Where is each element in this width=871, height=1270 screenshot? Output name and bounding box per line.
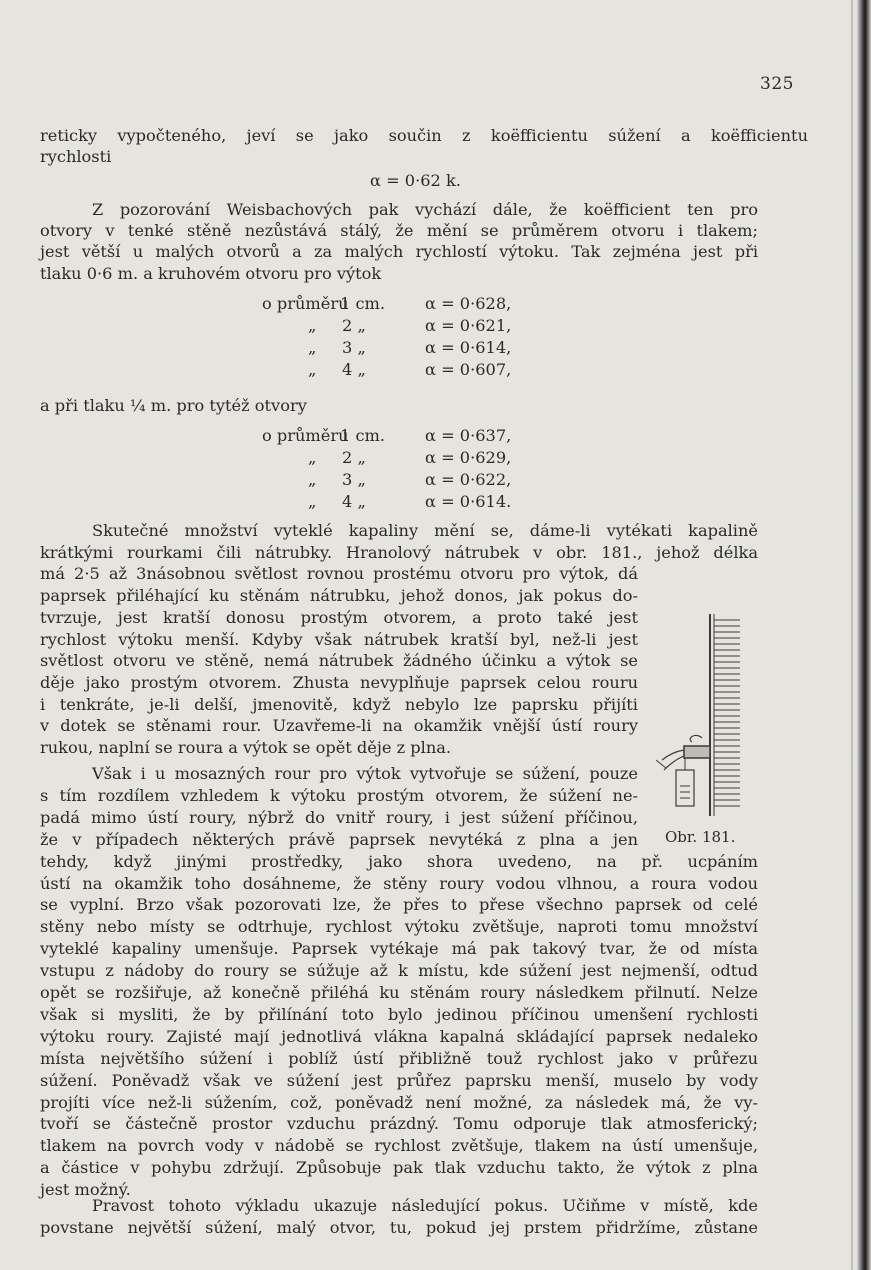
- table-diameter: 4 „: [342, 492, 366, 511]
- text-line: v dotek se stěnami rour. Uzavřeme-li na okamžik vnější ústí roury: [40, 716, 638, 736]
- text-line: má 2·5 až 3násobnou světlost rovnou prostému otvoru pro výtok, dá: [40, 564, 638, 584]
- text-line: ústí na okamžik toho dosáhneme, že stěny roury vodou vlhnou, a roura vodou: [40, 873, 758, 893]
- text-line: i tenkráte, je-li delší, jmenovitě, když nebylo lze paprsku přijíti: [40, 694, 638, 714]
- table-alpha: α = 0·614.: [425, 492, 512, 511]
- text-line: jest možný.: [40, 1180, 131, 1200]
- table-label: „: [308, 492, 317, 511]
- figure-181-nozzle-illustration: [656, 610, 742, 820]
- text-line: α = 0·62 k.: [370, 171, 461, 190]
- figure-caption: Obr. 181.: [665, 828, 736, 846]
- table-diameter: 1 cm.: [340, 426, 386, 445]
- text-line: krátkými rourkami čili nátrubky. Hranolový nátrubek v obr. 181., jehož délka: [40, 542, 758, 562]
- table-alpha: α = 0·607,: [425, 360, 512, 379]
- text-line: tlaku 0·6 m. a kruhovém otvoru pro výtok: [40, 264, 382, 283]
- table-label: „: [308, 470, 317, 489]
- table-diameter: 3 „: [342, 470, 366, 489]
- page-edge-line: [851, 0, 853, 1270]
- text-line: paprsek přiléhající ku stěnám nátrubku, jehož donos, jak pokus do-: [40, 586, 638, 606]
- table-label: „: [308, 448, 317, 467]
- text-line: jest větší u malých otvorů a za malých rychlostí výtoku. Tak zejména jest při: [40, 242, 758, 261]
- text-line: tvoří se částečně prostor vzduchu prázdný. Tomu odporuje tlak atmosferický;: [40, 1114, 758, 1134]
- text-line: otvory v tenké stěně nezůstává stálý, že mění se průměrem otvoru i tlakem;: [40, 221, 758, 240]
- text-line: tehdy, když jinými prostředky, jako shora uvedeno, na př. ucpáním: [40, 851, 758, 871]
- text-line: a částice v pohybu zdržují. Způsobuje pak tlak vzduchu takto, že výtok z plna: [40, 1158, 758, 1178]
- text-line: děje jako prostým otvorem. Zhusta nevyplňuje paprsek celou rouru: [40, 672, 638, 692]
- table-diameter: 1 cm.: [340, 294, 386, 313]
- table-diameter: 2 „: [342, 316, 366, 335]
- text-line: Však i u mosazných rour pro výtok vytvořuje se súžení, pouze: [92, 764, 638, 783]
- text-line: s tím rozdílem vzhledem k výtoku prostým otvorem, že súžení ne-: [40, 785, 638, 805]
- table-label: „: [308, 360, 317, 379]
- table-diameter: 3 „: [342, 338, 366, 357]
- text-line: vyteklé kapaliny umenšuje. Paprsek vytékaje má pak takový tvar, že od místa: [40, 939, 758, 959]
- table-diameter: 4 „: [342, 360, 366, 379]
- text-line: výtoku roury. Zajisté mají jednotlivá vlákna kapalná skládající paprsek nedaleko: [40, 1026, 758, 1046]
- text-line: tlakem na povrch vody v nádobě se rychlost zvětšuje, tlakem na ústí umenšuje,: [40, 1136, 758, 1156]
- text-line: opět se rozšiřuje, až konečně přiléhá ku stěnám roury následkem přilnutí. Nelze: [40, 983, 758, 1002]
- table-label: „: [308, 316, 317, 335]
- text-line: že v případech některých právě paprsek nevytéká z plna a jen: [40, 829, 638, 849]
- book-spine-shadow: [857, 0, 871, 1270]
- text-line: však si mysliti, že by přilínání toto bylo jedinou příčinou umenšení rychlosti: [40, 1004, 758, 1024]
- text-line: povstane největší súžení, malý otvor, tu, pokud jej prstem přidržíme, zůstane: [40, 1218, 758, 1237]
- text-line: světlost otvoru ve stěně, nemá nátrubek žádného účinku a výtok se: [40, 651, 638, 671]
- table-alpha: α = 0·629,: [425, 448, 512, 467]
- text-line: tvrzuje, jest kratší donosu prostým otvorem, a proto také jest: [40, 607, 638, 627]
- text-line: rukou, naplní se roura a výtok se opět děje z plna.: [40, 738, 452, 757]
- table-alpha: α = 0·621,: [425, 316, 512, 335]
- text-line: stěny nebo místy se odtrhuje, rychlost výtoku zvětšuje, naproti tomu množství: [40, 917, 758, 937]
- text-line: a při tlaku ¼ m. pro tytéž otvory: [40, 396, 307, 415]
- table-diameter: 2 „: [342, 448, 366, 467]
- text-line: rychlost výtoku menší. Kdyby však nátrubek kratší byl, než-li jest: [40, 629, 638, 649]
- text-line: se vyplní. Brzo však pozorovati lze, že přes to přese všechno paprsek od celé: [40, 895, 758, 915]
- table-alpha: α = 0·622,: [425, 470, 512, 489]
- table-label: „: [308, 338, 317, 357]
- table-alpha: α = 0·614,: [425, 338, 512, 357]
- text-line: Skutečné množství vyteklé kapaliny mění se, dáme-li vytékati kapalině: [92, 521, 758, 540]
- text-line: Z pozorování Weisbachových pak vychází dále, že koëfficient ten pro: [92, 200, 758, 219]
- table-alpha: α = 0·637,: [425, 426, 512, 445]
- text-line: reticky vypočteného, jeví se jako součin z koëfficientu súžení a koëfficientu: [40, 126, 808, 145]
- text-line: vstupu z nádoby do roury se súžuje až k místu, kde súžení jest nejmenší, odtud: [40, 961, 758, 981]
- table-alpha: α = 0·628,: [425, 294, 512, 313]
- text-line: súžení. Poněvadž však ve súžení jest průřez paprsku menší, muselo by vody: [40, 1070, 758, 1090]
- text-line: Pravost tohoto výkladu ukazuje následující pokus. Učiňme v místě, kde: [92, 1196, 758, 1215]
- text-line: rychlosti: [40, 147, 112, 166]
- table-label: o průměru: [262, 294, 349, 313]
- page-number: 325: [760, 74, 794, 94]
- text-line: projíti více než-li súžením, což, poněvadž není možné, za následek má, že vy-: [40, 1092, 758, 1112]
- text-line: místa největšího súžení i poblíž ústí přibližně touž rychlost jako v průřezu: [40, 1048, 758, 1068]
- table-label: o průměru: [262, 426, 349, 445]
- text-line: padá mimo ústí roury, nýbrž do vnitř roury, i jest súžení příčinou,: [40, 807, 638, 827]
